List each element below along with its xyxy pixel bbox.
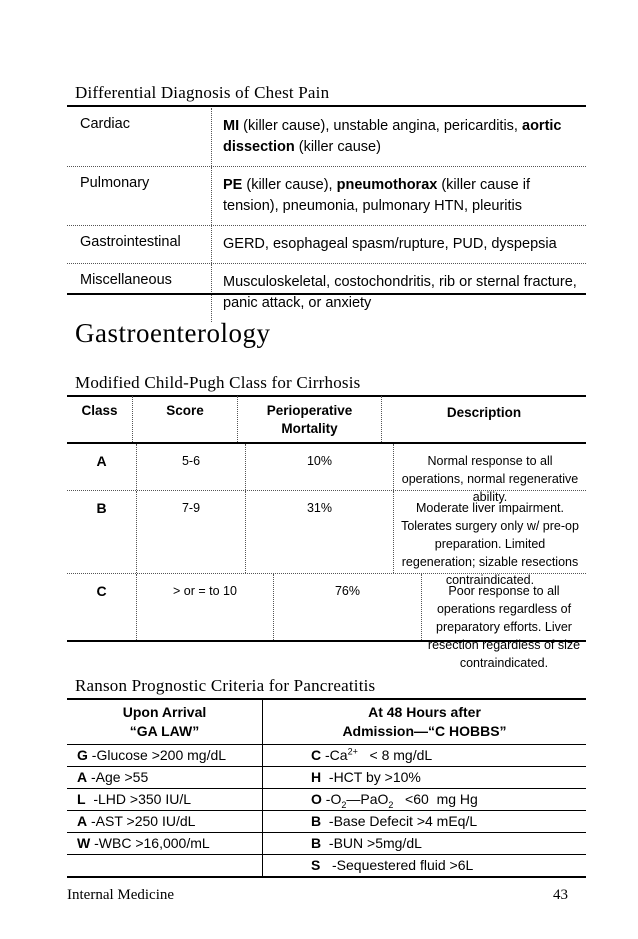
ranson-title: Ranson Prognostic Criteria for Pancreatitis bbox=[75, 676, 376, 695]
ddx-category: Cardiac bbox=[67, 108, 212, 166]
table-row bbox=[67, 491, 586, 587]
criterion-right bbox=[263, 833, 586, 854]
criterion-right bbox=[263, 855, 586, 876]
ddx-bold: pneumothorax bbox=[336, 177, 438, 193]
criterion-text: <60 mg Hg bbox=[393, 791, 478, 807]
criterion-left bbox=[67, 745, 263, 766]
class-cell: C bbox=[67, 574, 137, 640]
superscript: 2+ bbox=[347, 746, 358, 757]
mortality-cell: 10% bbox=[246, 444, 394, 490]
ddx-description bbox=[212, 226, 586, 263]
criterion-letter: A bbox=[77, 813, 88, 829]
left-header-line1: Upon Arrival bbox=[122, 704, 207, 720]
score-cell: > or = to 10 bbox=[137, 574, 274, 640]
criterion-letter: C bbox=[311, 747, 322, 763]
criterion-letter: H bbox=[311, 769, 322, 785]
footer-title: Internal Medicine bbox=[67, 887, 175, 903]
table-row bbox=[67, 745, 586, 767]
class-cell: B bbox=[67, 491, 137, 573]
subscript: 2 bbox=[388, 799, 394, 810]
column-header bbox=[263, 699, 586, 744]
column-header: Class bbox=[67, 396, 133, 442]
child-pugh-title: Modified Child-Pugh Class for Cirrhosis bbox=[75, 373, 361, 392]
criterion-left bbox=[67, 833, 263, 854]
table-row bbox=[67, 811, 586, 833]
criterion-text: -Sequestered fluid >6L bbox=[320, 857, 474, 873]
criterion-text: -Ca bbox=[321, 747, 348, 763]
class-cell: A bbox=[67, 444, 137, 490]
ddx-category: Gastrointestinal bbox=[67, 226, 212, 263]
table-row bbox=[67, 833, 586, 855]
criterion-letter: G bbox=[77, 747, 88, 763]
ddx-table bbox=[67, 108, 586, 322]
table-row bbox=[67, 789, 586, 811]
criterion-left-empty bbox=[67, 855, 263, 876]
ddx-category: Pulmonary bbox=[67, 167, 212, 225]
criterion-right bbox=[263, 767, 586, 788]
ddx-bold: aortic dissection bbox=[223, 118, 562, 155]
criterion-left bbox=[67, 789, 263, 810]
criterion-left bbox=[67, 811, 263, 832]
section-heading: Gastroenterology bbox=[75, 318, 271, 348]
criterion-letter: A bbox=[77, 769, 88, 785]
table-row bbox=[67, 108, 586, 167]
table-row bbox=[67, 226, 586, 264]
criterion-right bbox=[263, 811, 586, 832]
mortality-cell: 31% bbox=[246, 491, 394, 573]
criterion-text: -WBC >16,000/mL bbox=[90, 835, 210, 851]
mortality-cell: 76% bbox=[274, 574, 422, 640]
criterion-text: -AST >250 IU/dL bbox=[87, 813, 196, 829]
child-pugh-table bbox=[67, 396, 586, 670]
criterion-text: -HCT by >10% bbox=[321, 769, 421, 785]
column-header: Description bbox=[446, 405, 522, 420]
criterion-text: -LHD >350 IU/L bbox=[85, 791, 191, 807]
ddx-text: GERD, esophageal spasm/rupture, PUD, dyspepsia bbox=[223, 236, 557, 252]
criterion-left bbox=[67, 767, 263, 788]
criterion-letter: L bbox=[77, 791, 86, 807]
ddx-top-rule bbox=[67, 105, 586, 107]
description-cell: Normal response to all operations, normal regenerative ability. bbox=[401, 454, 579, 504]
ddx-description bbox=[212, 167, 586, 225]
column-header: Perioperative Mortality bbox=[238, 396, 382, 442]
table-row bbox=[67, 167, 586, 226]
ddx-description bbox=[212, 108, 586, 166]
criterion-text: -Base Defecit >4 mEq/L bbox=[321, 813, 478, 829]
page-number: 43 bbox=[553, 887, 568, 903]
criterion-letter: O bbox=[311, 791, 322, 807]
table-row bbox=[67, 574, 586, 670]
score-cell: 7-9 bbox=[137, 491, 246, 573]
table-row bbox=[67, 444, 586, 504]
criterion-letter: B bbox=[311, 813, 322, 829]
ddx-text: Musculoskeletal, costochondritis, rib or sternal fracture, panic attack, or anxiety bbox=[223, 274, 577, 311]
right-header-line1: At 48 Hours after bbox=[368, 704, 481, 720]
criterion-right bbox=[263, 789, 586, 810]
ddx-text: (killer cause), bbox=[242, 177, 337, 193]
table-header bbox=[67, 396, 586, 444]
criterion-right bbox=[263, 745, 586, 766]
left-header-line2: “GA LAW” bbox=[129, 723, 200, 739]
ddx-category: Miscellaneous bbox=[67, 264, 212, 322]
column-header: Score bbox=[133, 396, 238, 442]
table-row bbox=[67, 855, 586, 878]
ddx-bold: PE bbox=[223, 177, 243, 193]
criterion-text: -Age >55 bbox=[87, 769, 149, 785]
score-cell: 5-6 bbox=[137, 444, 246, 490]
ddx-bold: MI bbox=[223, 118, 240, 134]
ddx-text: (killer cause), unstable angina, pericarditis, bbox=[239, 118, 522, 134]
criterion-letter: S bbox=[311, 857, 321, 873]
criterion-text: < 8 mg/dL bbox=[357, 747, 433, 763]
criterion-letter: W bbox=[77, 835, 91, 851]
ddx-text: (killer cause if tension), pneumonia, pulmonary HTN, pleuritis bbox=[223, 177, 530, 214]
column-header bbox=[67, 699, 263, 744]
subscript: 2 bbox=[341, 799, 347, 810]
table-header bbox=[67, 699, 586, 745]
criterion-text: -Glucose >200 mg/dL bbox=[87, 747, 227, 763]
table-row bbox=[67, 767, 586, 789]
ddx-bottom-rule bbox=[67, 293, 586, 295]
description-cell: Moderate liver impairment. Tolerates surgery only w/ pre-op preparation. Limited regeneration; sizable resections contraindicated. bbox=[401, 501, 579, 587]
criterion-text: -BUN >5mg/dL bbox=[321, 835, 422, 851]
criterion-letter: B bbox=[311, 835, 322, 851]
criterion-text: -O bbox=[321, 791, 342, 807]
description-cell: Poor response to all operations regardless of preparatory efforts. Liver resection regardless of size contraindicated. bbox=[427, 584, 581, 670]
ddx-title: Differential Diagnosis of Chest Pain bbox=[75, 83, 330, 102]
ddx-text: (killer cause) bbox=[294, 139, 381, 155]
ranson-table bbox=[67, 699, 586, 878]
right-header-line2: Admission—“C HOBBS” bbox=[342, 723, 507, 739]
criterion-text: —PaO bbox=[346, 791, 389, 807]
